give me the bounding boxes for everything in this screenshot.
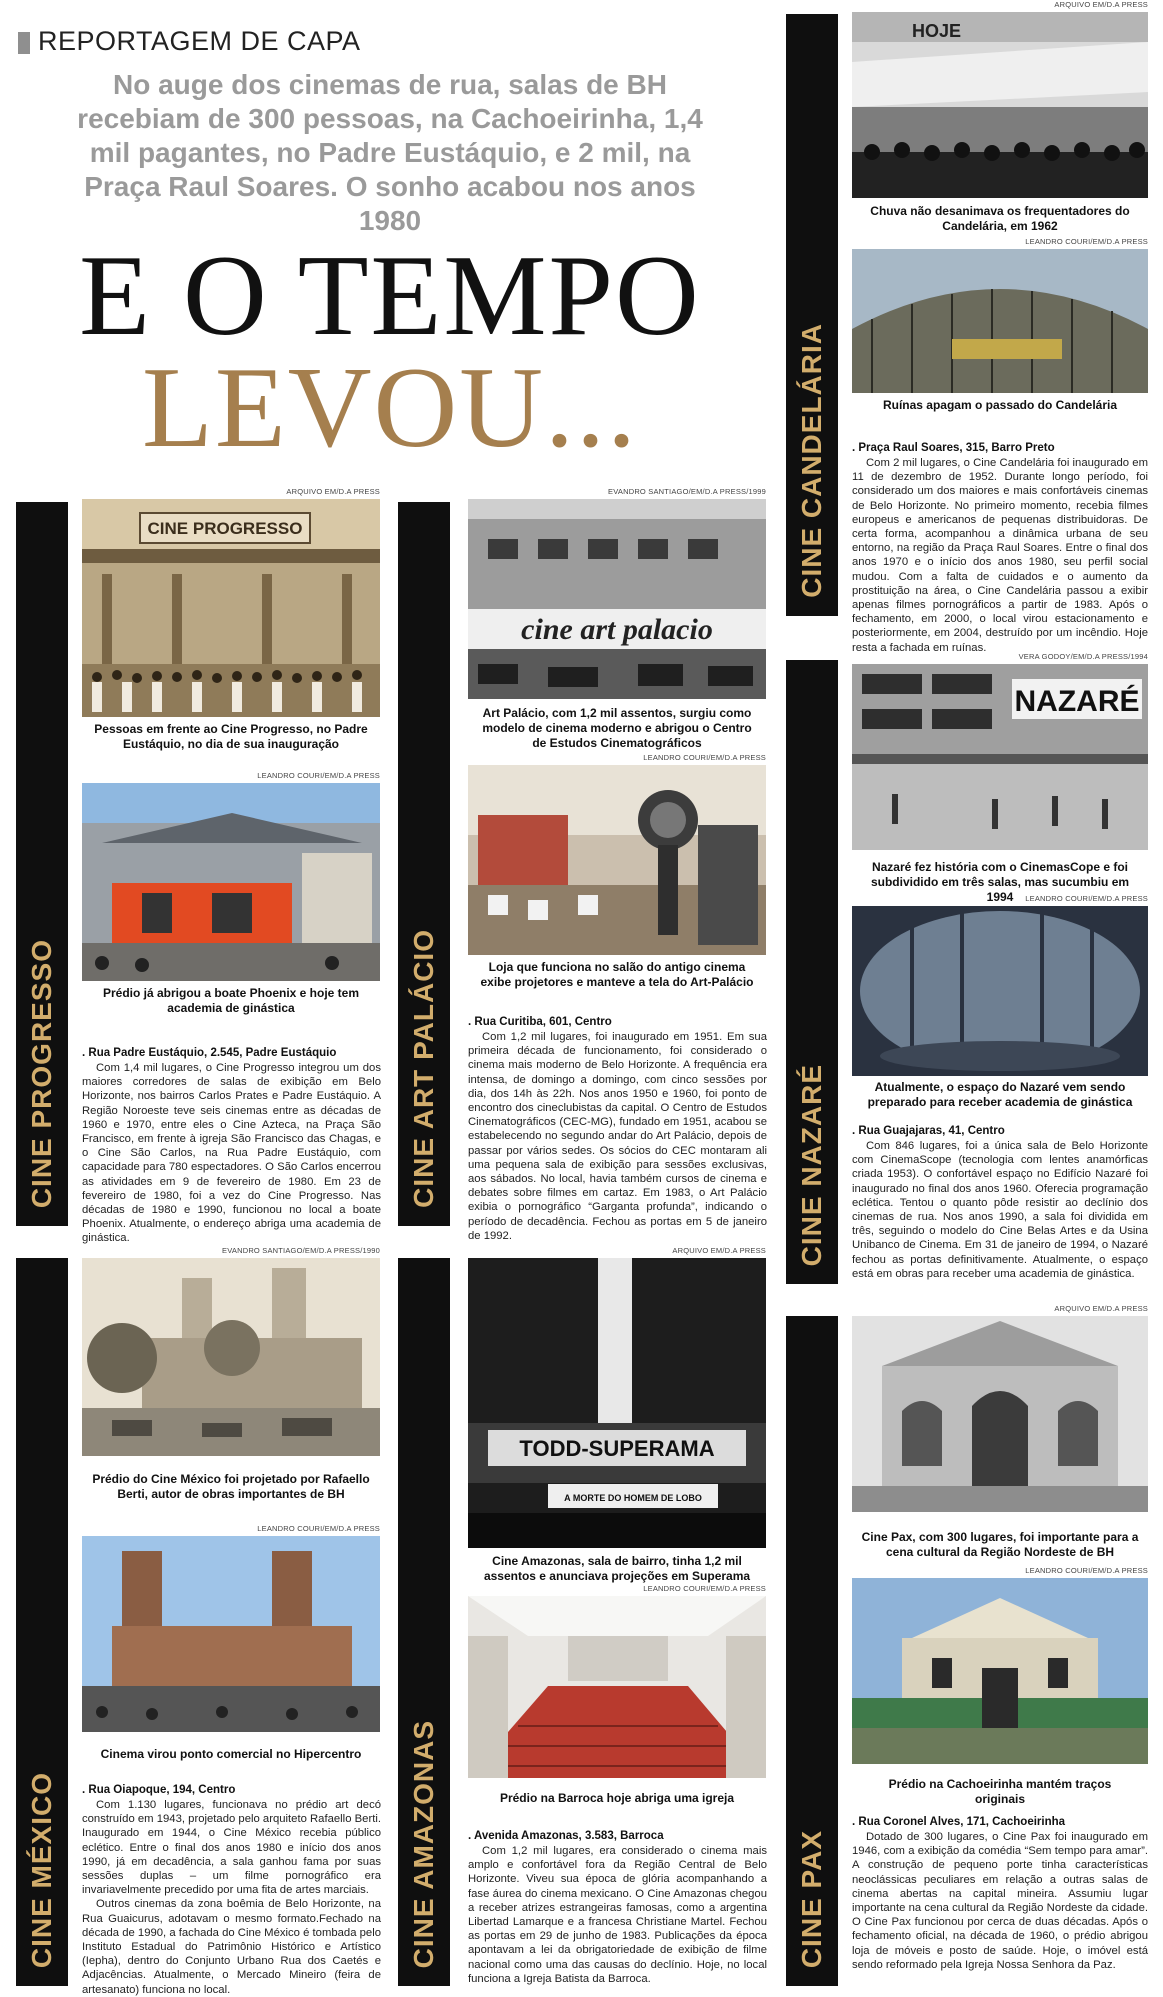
section-label: REPORTAGEM DE CAPA [38,26,361,56]
cine-pax-text [852,1830,1148,1972]
cine-art-palacio-paragraph: Com 1,2 mil lugares, foi inaugurado em 1951. Em sua primeira década de funcionamento, foi considerado o cinema mais moderno de Belo Horizonte. A frequência era intensa, de domingo a domingo, com cinco sessões por dia, dos 14h às 22h. Nos anos 1950 e 1960, foi ponto de encontro dos cineclubistas da capital. O Centro de Estudos Cinematográficos (CEC-MG), fundado em 1951, acabou se estabelecendo no segundo andar do Art Palácio, depois de passar por vários sedes. Os sócios do CEC montaram ali uma pequena sala de exibição para sessões exclusivas, aos sábados. No local, havia também cursos de cinema e debates sobre filmes em cartaz. Em 1983, o Art Palácio exibia o pornográfico “Garganta profunda”, indicando o período de decadência. Fechou as portas em 5 de janeiro de 1992. [468,1031,767,1242]
credit: LEANDRO COURI/EM/D.A PRESS [643,1584,766,1593]
cine-amazonas-caption-1: Cine Amazonas, sala de bairro, tinha 1,2 mil assentos e anunciava projeções em Superama [483,1554,751,1583]
credit: EVANDRO SANTIAGO/EM/D.A PRESS/1999 [608,487,766,496]
cine-nazare-photo-1 [852,664,1148,850]
cine-art-palacio-photo-1 [468,499,766,699]
cine-candelaria-label: CINE CANDELÁRIA [796,323,827,598]
cine-nazare-paragraph: Com 846 lugares, foi a única sala de Belo Horizonte com CinemaScope (tecnologia com lentes anamórficas criada 1953). O confortável espaço no Edifício Nazaré foi inaugurado no final dos anos 1960. Oferecia programação eclética. Tentou o quanto pôde resistir ao declínio dos cinemas de rua. Nos anos 1990, a sala foi dividida em três, seguindo o modelo do Cine Belas Artes e da Usina Unibanco de Cinema. Em 31 de janeiro de 1994, o Nazaré fechou as portas definitivamente. Atualmente, o espaço está em obras para receber uma academia de ginástica. [852,1140,1148,1280]
cine-candelaria-caption-2: Ruínas apagam o passado do Candelária [882,398,1118,412]
cine-amazonas-caption-2: Prédio na Barroca hoje abriga uma igreja [499,1791,735,1805]
deck-subtitle: No auge dos cinemas de rua, salas de BH recebiam de 300 pessoas, na Cachoeirinha, 1,4 mil pagantes, no Padre Eustáquio, e 2 mil, na Praça Raul Soares. O sonho acabou nos anos 1980 [77,69,703,236]
cine-nazare-label: CINE NAZARÉ [796,1063,827,1266]
cine-candelaria-bar [786,14,838,616]
credit: LEANDRO COURI/EM/D.A PRESS [257,1524,380,1533]
cine-pax-photo-2 [852,1578,1148,1764]
cine-art-palacio-label: CINE ART PALÁCIO [408,929,439,1208]
cine-pax-bar [786,1316,838,1986]
cine-mexico-label: CINE MÉXICO [26,1771,57,1968]
cine-pax-label: CINE PAX [796,1829,827,1968]
cine-mexico-photo-1 [82,1258,380,1456]
cine-nazare-caption-2: Atualmente, o espaço do Nazaré vem sendo preparado para receber academia de ginástica [867,1080,1133,1109]
cine-art-palacio-caption-2: Loja que funciona no salão do antigo cinema exibe projetores e manteve a tela do Art-Palácio [480,960,754,989]
cine-nazare-caption-1: Nazaré fez história com o CinemasCope e foi subdividido em três salas, mas sucumbiu em 1994 [870,860,1130,904]
cine-amazonas-address: . Avenida Amazonas, 3.583, Barroca [468,1830,664,1842]
cine-candelaria-caption-1: Chuva não desanimava os frequentadores do Candelária, em 1962 [870,204,1130,233]
cine-art-palacio-caption-1: Art Palácio, com 1,2 mil assentos, surgiu como modelo de cinema moderno e abrigou o Centro de Estudos Cinematográficos [482,706,752,750]
cine-candelaria-address: . Praça Raul Soares, 315, Barro Preto [852,442,1055,454]
credit: ARQUIVO EM/D.A PRESS [1054,0,1148,9]
cine-amazonas-paragraph: Com 1,2 mil lugares, era considerado o cinema mais amplo e confortável fora da Região Central de Belo Horizonte. Viveu sua época de glória acompanhando a fase áurea do cinema mexicano. O Cine Amazonas chegou a receber atrizes estrangeiras famosas, como a argentina Libertad Lamarque e a francesa Christiane Martel. Fechou as portas em 29 de junho de 1983. Publicações da época apontavam a lei da obrigatoriedade de exibição de filme nacional como uma das causas do declínio. Hoje, no local funciona a Igreja Batista da Barroca. [468,1845,767,1985]
cine-amazonas-text [468,1844,767,1986]
photo-sign-text: TODD-SUPERAMA [519,1436,715,1461]
cine-pax-caption-1: Cine Pax, com 300 lugares, foi importante para a cena cultural da Região Nordeste de BH [861,1530,1139,1559]
photo-sign-text: CINE PROGRESSO [147,519,303,538]
cine-mexico-caption-1: Prédio do Cine México foi projetado por Rafaello Berti, autor de obras importantes de BH [92,1472,370,1501]
cine-art-palacio-photo-2 [468,765,766,955]
cine-mexico-paragraph-2: Outros cinemas da zona boêmia de Belo Horizonte, na Rua Guaicurus, adotavam o mesmo formato.Fechado na década de 1990, a fachada do Cine México é tombada pelo Instituto Estadual do Patrimônio Histórico e Artístico (Iepha), dentro do Conjunto Urbano Rua dos Caetés e Adjacências. Atualmente, o Mercado Mineiro (feira de artesanato) funciona no local. [82,1898,381,1996]
cine-amazonas-bar [398,1258,450,1986]
photo-sign-text: cine art palacio [521,613,713,646]
headline-line-1: E O TEMPO [79,232,701,360]
cine-candelaria-paragraph: Com 2 mil lugares, o Cine Candelária foi inaugurado em 11 de dezembro de 1952. Durante longo período, foi considerado um dos maiores e mais confortáveis cinemas de Belo Horizonte. No primeiro momento, recebia filmes europeus e americanos de pequenas distribuidoras. De certa forma, acompanhou a dinâmica urbana de seu entorno, na região da Praça Raul Soares. Entre o final dos anos 1970 e o início dos anos 1980, seu perfil social mudou. Com a falta de cuidados e o aumento da prostituição na área, o Cine Candelária passou a exibir apenas filmes pornográficos a partir de 1983. Após o fechamento, em 2000, o local virou estacionamento e posteriormente, em 2004, destruído por um incêndio. Hoje resta a fachada em ruínas. [852,457,1148,654]
credit: ARQUIVO EM/D.A PRESS [1054,1304,1148,1313]
cine-nazare-text [852,1139,1148,1281]
credit: ARQUIVO EM/D.A PRESS [672,1246,766,1255]
credit: LEANDRO COURI/EM/D.A PRESS [1025,237,1148,246]
cine-mexico-caption-2: Cinema virou ponto comercial no Hipercentro [100,1747,362,1761]
cine-art-palacio-bar [398,502,450,1226]
cine-amazonas-photo-1 [468,1258,766,1548]
cine-art-palacio-text [468,1030,767,1243]
credit: LEANDRO COURI/EM/D.A PRESS [257,771,380,780]
photo-sign-text-2: A MORTE DO HOMEM DE LOBO [564,1493,702,1503]
cine-candelaria-text [852,456,1148,655]
cine-progresso-paragraph: Com 1,4 mil lugares, o Cine Progresso integrou um dos maiores corredores de salas de exibição em Belo Horizonte, nos bairros Carlos Prates e Padre Eustáquio. A Região Noroeste teve seis cinemas entre as décadas de 1960 e 1970, entre eles o Cine Azteca, na Praça São Francisco, em frente à igreja São Francisco das Chagas, e o Cine São Carlos, na Rua Padre Eustáquio, com capacidade para 780 espectadores. O São Carlos encerrou as atividades em 9 de fevereiro de 1980. Em 23 de fevereiro de 1980, foi a vez do Cine Progresso. Nas décadas de 1980 e 1990, funcionou no local a boate Phoenix. Atualmente, o endereço abriga uma academia de ginástica. [82,1062,381,1245]
credit: VERA GODOY/EM/D.A PRESS/1994 [1018,652,1148,661]
cine-pax-caption-2: Prédio na Cachoeirinha mantém traços originais [888,1777,1112,1806]
cine-candelaria-photo-2 [852,249,1148,393]
cine-mexico-paragraph-1: Com 1.130 lugares, funcionava no prédio art decó construído em 1943, projetado pelo arquiteto Rafaello Berti. Inaugurado em 1944, o Cine México recebia público eclético. Entre o final dos anos 1980 e início dos anos 1990, já em decadência, a sala ganhou fama por suas sessões duplas – um filme pornográfico era invariavelmente precedido por uma fita de artes marciais. [82,1799,381,1897]
credit: EVANDRO SANTIAGO/EM/D.A PRESS/1990 [222,1246,380,1255]
cine-mexico-address: . Rua Oiapoque, 194, Centro [82,1784,236,1796]
cine-pax-paragraph: Dotado de 300 lugares, o Cine Pax foi inaugurado em 1946, com a exibição da comédia “Sem tempo para amar”. A construção de pequeno porte tinha características neoclássicas peculiares em relação a outras salas de cinema abertas na capital mineira. Assumiu lugar importante na cena cultural da Região Nordeste da cidade. O Cine Pax funcionou por cerca de duas décadas. Após o fechamento oficial, na década de 1960, o prédio abrigou loja de móveis e posto de saúde. Hoje, o imóvel está sendo reformado pela Igreja Nossa Senhora da Paz. [852,1831,1148,1971]
cine-nazare-address: . Rua Guajajaras, 41, Centro [852,1125,1005,1137]
section-marker [18,32,30,54]
cine-art-palacio-address: . Rua Curitiba, 601, Centro [468,1016,612,1028]
cine-nazare-bar [786,660,838,1284]
cine-nazare-photo-2 [852,906,1148,1076]
credit: LEANDRO COURI/EM/D.A PRESS [1025,894,1148,903]
cine-progresso-label: CINE PROGRESSO [26,938,57,1208]
cine-mexico-bar [16,1258,68,1986]
cine-progresso-caption-1: Pessoas em frente ao Cine Progresso, no Padre Eustáquio, no dia de sua inauguração [94,722,368,751]
credit: LEANDRO COURI/EM/D.A PRESS [1025,1566,1148,1575]
cine-candelaria-photo-1 [852,12,1148,198]
cine-progresso-photo-1 [82,499,380,717]
credit: LEANDRO COURI/EM/D.A PRESS [643,753,766,762]
cine-progresso-caption-2: Prédio já abrigou a boate Phoenix e hoje tem academia de ginástica [102,986,360,1015]
credit: ARQUIVO EM/D.A PRESS [286,487,380,496]
cine-progresso-text [82,1061,381,1246]
cine-mexico-photo-2 [82,1536,380,1732]
photo-sign-text: HOJE [912,21,962,41]
cine-mexico-text [82,1798,381,1997]
cine-amazonas-photo-2 [468,1596,766,1778]
cine-progresso-address: . Rua Padre Eustáquio, 2.545, Padre Eustáquio [82,1047,337,1059]
photo-sign-text: NAZARÉ [1014,685,1140,718]
cine-progresso-photo-2 [82,783,380,981]
cine-pax-address: . Rua Coronel Alves, 171, Cachoeirinha [852,1816,1066,1828]
cine-pax-photo-1 [852,1316,1148,1512]
cine-progresso-bar [16,502,68,1226]
headline-line-2: LEVOU... [141,344,639,472]
cine-amazonas-label: CINE AMAZONAS [408,1719,439,1968]
